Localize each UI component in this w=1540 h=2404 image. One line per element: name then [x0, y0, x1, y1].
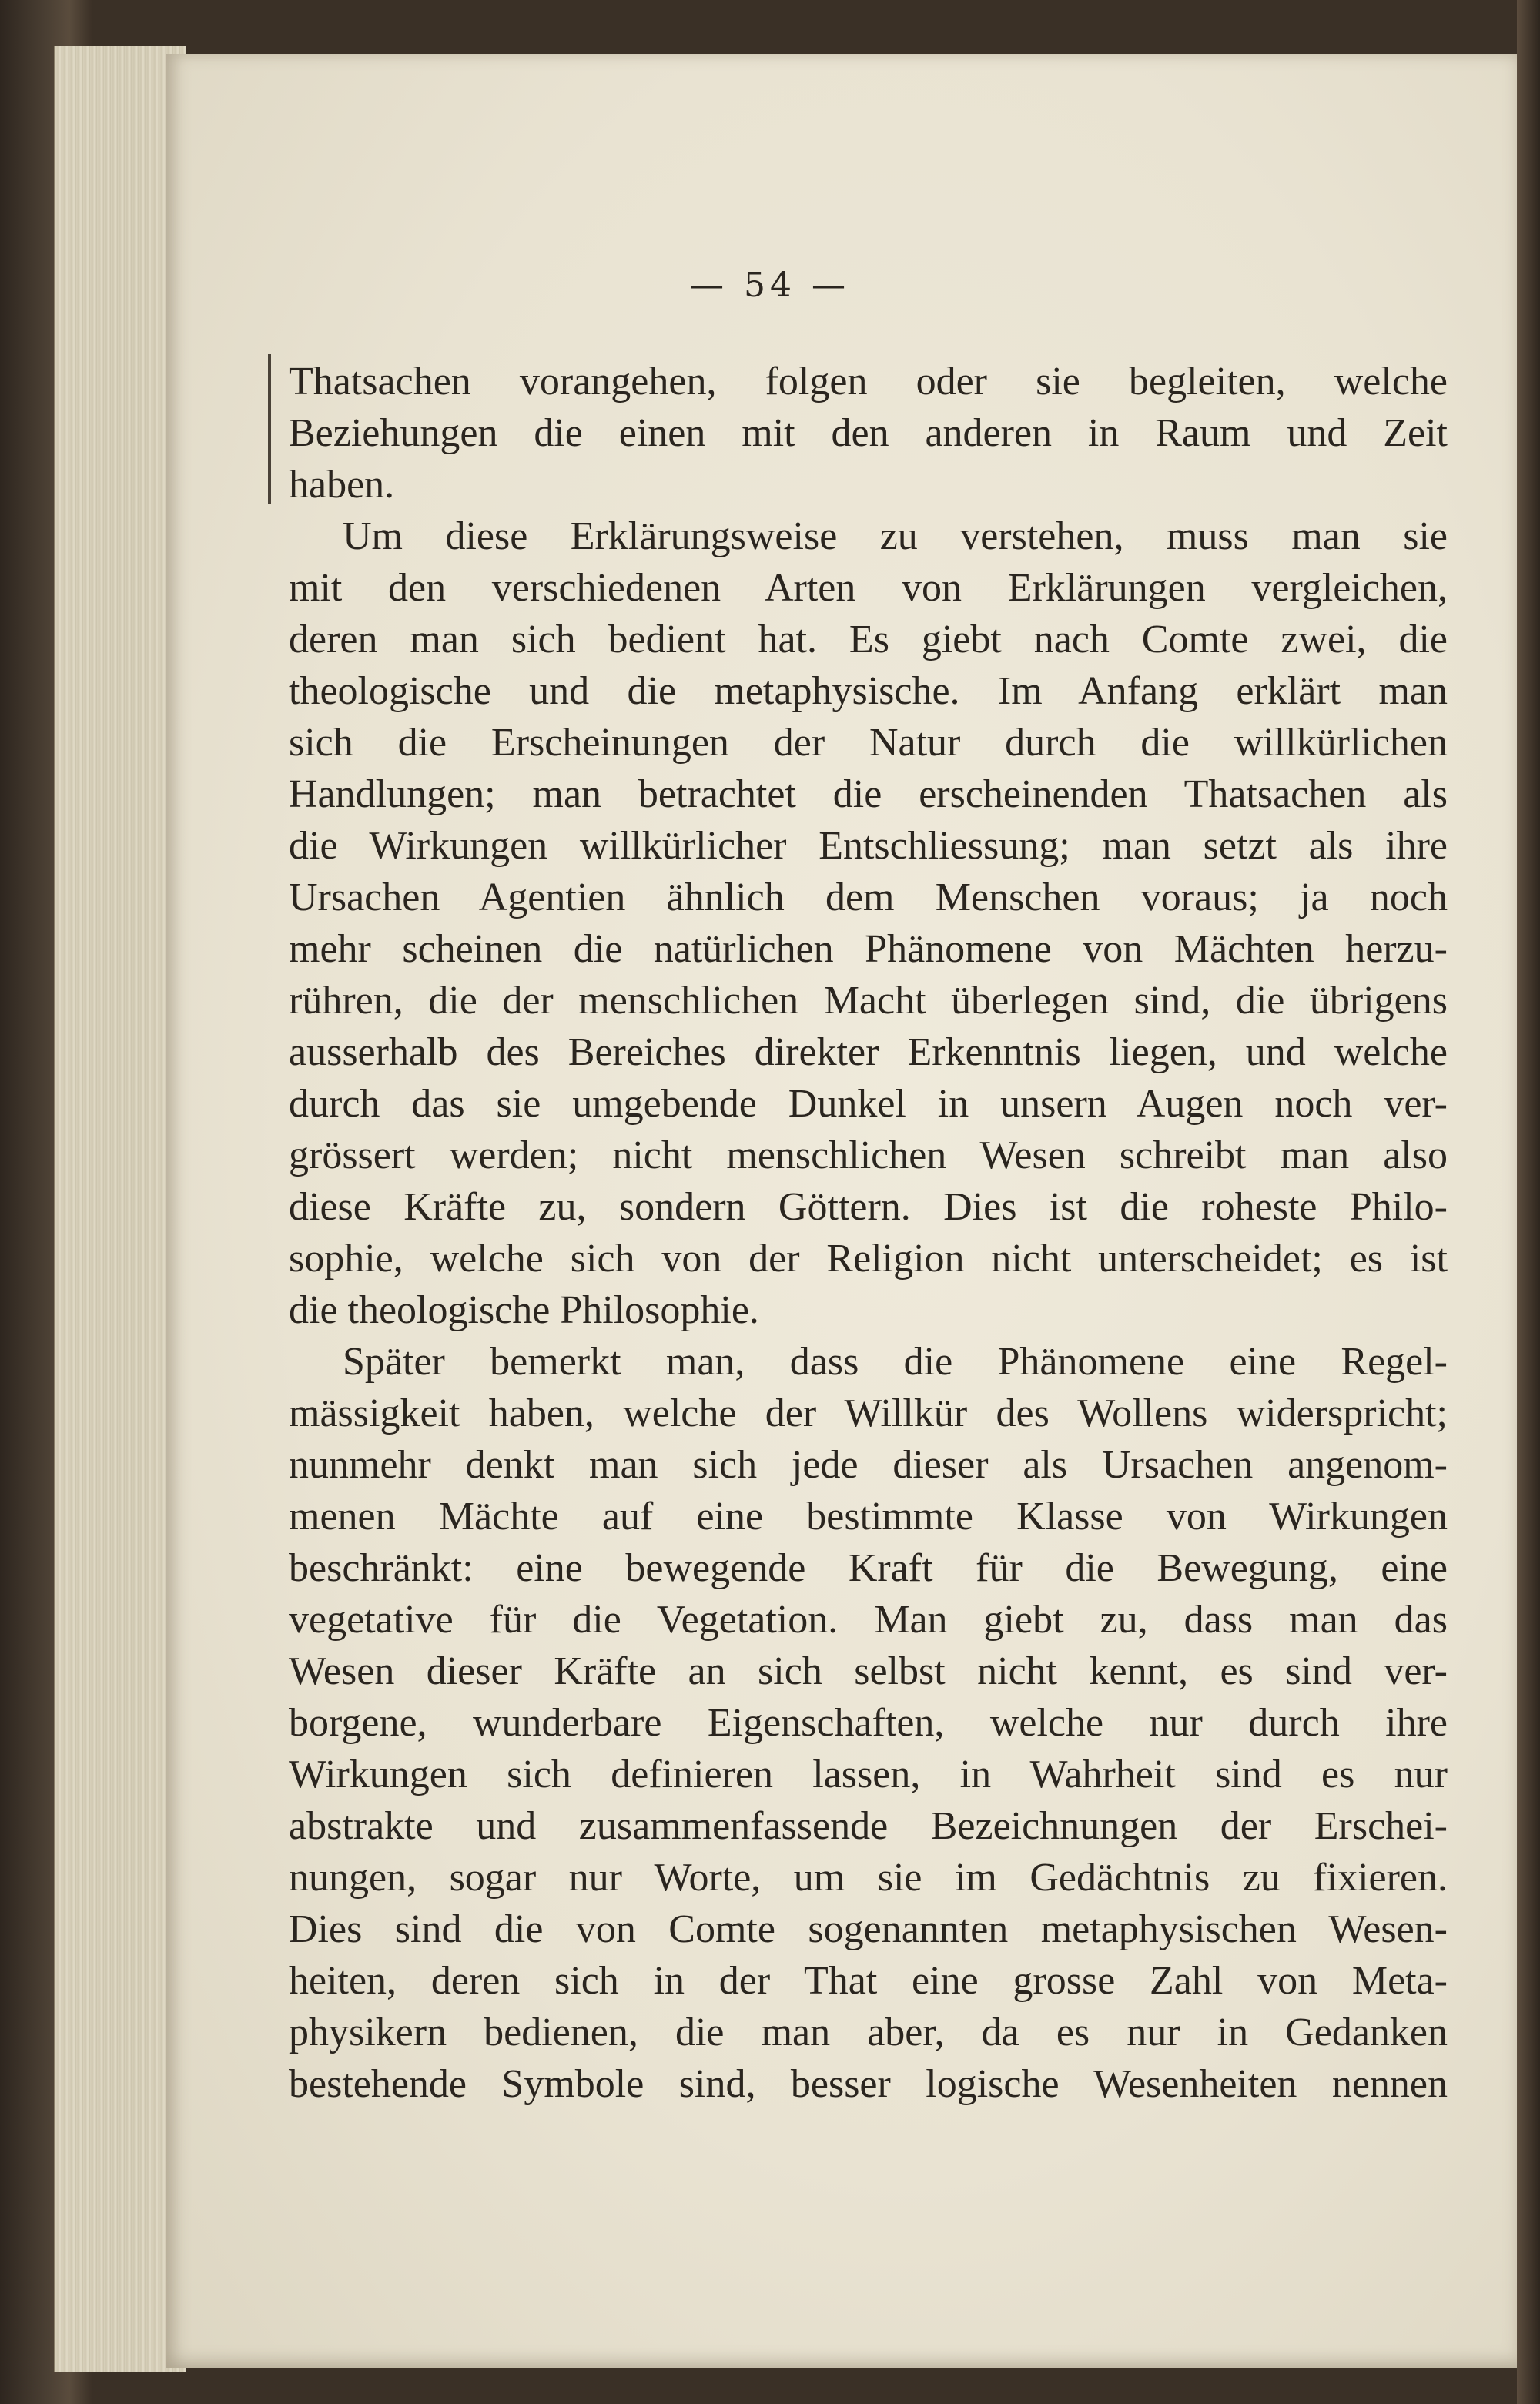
margin-mark — [268, 354, 271, 504]
text-line: die Wirkungen willkürlicher Entschliessung; man setzt als ihre — [289, 824, 1448, 868]
text-line: Thatsachen vorangehen, folgen oder sie begleiten, welche — [289, 360, 1448, 403]
text-line: nunmehr denkt man sich jede dieser als Ursachen angenom- — [289, 1443, 1448, 1487]
text-line: mehr scheinen die natürlichen Phänomene von Mächten herzu- — [289, 927, 1448, 971]
text-line: vegetative für die Vegetation. Man giebt zu, dass man das — [289, 1598, 1448, 1642]
text-line: rühren, die der menschlichen Macht überlegen sind, die übrigens — [289, 979, 1448, 1023]
text-line: nungen, sogar nur Worte, um sie im Gedächtnis zu fixieren. — [289, 1856, 1448, 1900]
text-line: sich die Erscheinungen der Natur durch die willkürlichen — [289, 721, 1448, 765]
text-line: mässigkeit haben, welche der Willkür des Wollens widerspricht; — [289, 1391, 1448, 1435]
paragraph — [289, 356, 1448, 511]
text-line: abstrakte und zusammenfassende Bezeichnungen der Erschei- — [289, 1804, 1448, 1848]
book-cover-edge — [1517, 0, 1540, 2404]
text-line: Dies sind die von Comte sogenannten metaphysischen Wesen- — [289, 1907, 1448, 1951]
paragraph — [289, 1336, 1448, 2110]
text-line: die theologische Philosophie. — [289, 1288, 759, 1332]
text-line: beschränkt: eine bewegende Kraft für die Bewegung, eine — [289, 1546, 1448, 1590]
text-line: borgene, wunderbare Eigenschaften, welche nur durch ihre — [289, 1701, 1448, 1745]
text-line: heiten, deren sich in der That eine grosse Zahl von Meta- — [289, 1959, 1448, 2003]
text-line: Beziehungen die einen mit den anderen in Raum und Zeit — [289, 411, 1448, 455]
text-line: diese Kräfte zu, sondern Göttern. Dies ist die roheste Philo- — [289, 1185, 1448, 1229]
text-line: bestehende Symbole sind, besser logische Wesenheiten nennen — [289, 2062, 1448, 2106]
text-line: Wirkungen sich definieren lassen, in Wahrheit sind es nur — [289, 1753, 1448, 1796]
page-number: — 54 — — [690, 266, 850, 305]
text-line: Später bemerkt man, dass die Phänomene eine Regel- — [343, 1340, 1448, 1384]
text-line: deren man sich bedient hat. Es giebt nach Comte zwei, die — [289, 618, 1448, 661]
text-line: sophie, welche sich von der Religion nicht unterscheidet; es ist — [289, 1237, 1448, 1281]
text-line: grössert werden; nicht menschlichen Wesen schreibt man also — [289, 1133, 1448, 1177]
paragraph — [289, 511, 1448, 1336]
text-line: ausserhalb des Bereiches direkter Erkenntnis liegen, und welche — [289, 1030, 1448, 1074]
text-line: Ursachen Agentien ähnlich dem Menschen voraus; ja noch — [289, 876, 1448, 919]
text-line: Handlungen; man betrachtet die erscheinenden Thatsachen als — [289, 772, 1448, 816]
text-line: menen Mächte auf eine bestimmte Klasse von Wirkungen — [289, 1495, 1448, 1538]
body-text — [289, 356, 1448, 2110]
text-line: theologische und die metaphysische. Im Anfang erklärt man — [289, 669, 1448, 713]
text-line: Wesen dieser Kräfte an sich selbst nicht kennt, es sind ver- — [289, 1649, 1448, 1693]
text-line: haben. — [289, 463, 395, 507]
text-line: mit den verschiedenen Arten von Erklärungen vergleichen, — [289, 566, 1448, 610]
text-line: physikern bedienen, die man aber, da es nur in Gedanken — [289, 2011, 1448, 2054]
text-line: durch das sie umgebende Dunkel in unsern Augen noch ver- — [289, 1082, 1448, 1126]
text-line: Um diese Erklärungsweise zu verstehen, muss man sie — [343, 514, 1448, 558]
